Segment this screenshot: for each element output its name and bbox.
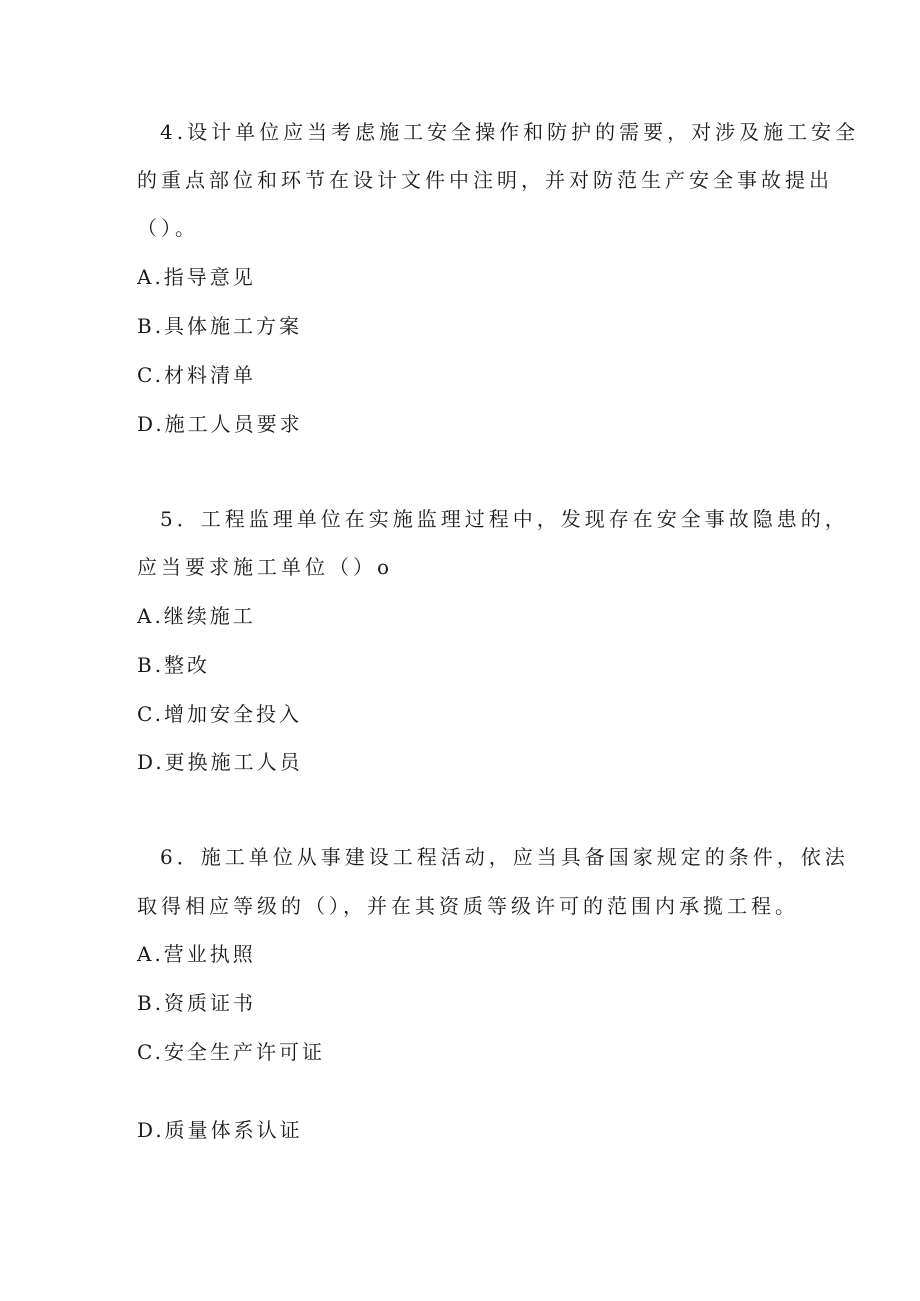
question-6-option-a: A.营业执照 <box>137 942 256 966</box>
question-4-option-c: C.材料清单 <box>137 363 256 387</box>
question-5-option-d: D.更换施工人员 <box>137 750 303 774</box>
question-5-option-b: B.整改 <box>137 653 211 677</box>
question-4-line-2: 的重点部位和环节在设计文件中注明，并对防范生产安全事故提出 <box>137 168 833 192</box>
question-6-line-2: 取得相应等级的（），并在其资质等级许可的范围内承揽工程。 <box>137 894 799 918</box>
question-4-option-a: A.指导意见 <box>137 265 256 289</box>
question-4-option-d: D.施工人员要求 <box>137 412 303 436</box>
question-5-option-a: A.继续施工 <box>137 604 256 628</box>
question-6-option-c: C.安全生产许可证 <box>137 1040 325 1064</box>
question-6-line-1: 6．施工单位从事建设工程活动，应当具备国家规定的条件，依法 <box>160 845 849 869</box>
question-6-option-d: D.质量体系认证 <box>137 1118 303 1142</box>
question-6-option-b: B.资质证书 <box>137 991 257 1015</box>
question-5-line-2: 应当要求施工单位（）o <box>137 555 394 579</box>
question-4-line-1: 4.设计单位应当考虑施工安全操作和防护的需要，对涉及施工安全 <box>160 120 860 144</box>
question-5-line-1: 5．工程监理单位在实施监理过程中，发现存在安全事故隐患的， <box>160 507 849 531</box>
question-4-option-b: B.具体施工方案 <box>137 314 303 338</box>
question-5-option-c: C.增加安全投入 <box>137 702 302 726</box>
question-4-line-3: （）。 <box>137 216 199 240</box>
